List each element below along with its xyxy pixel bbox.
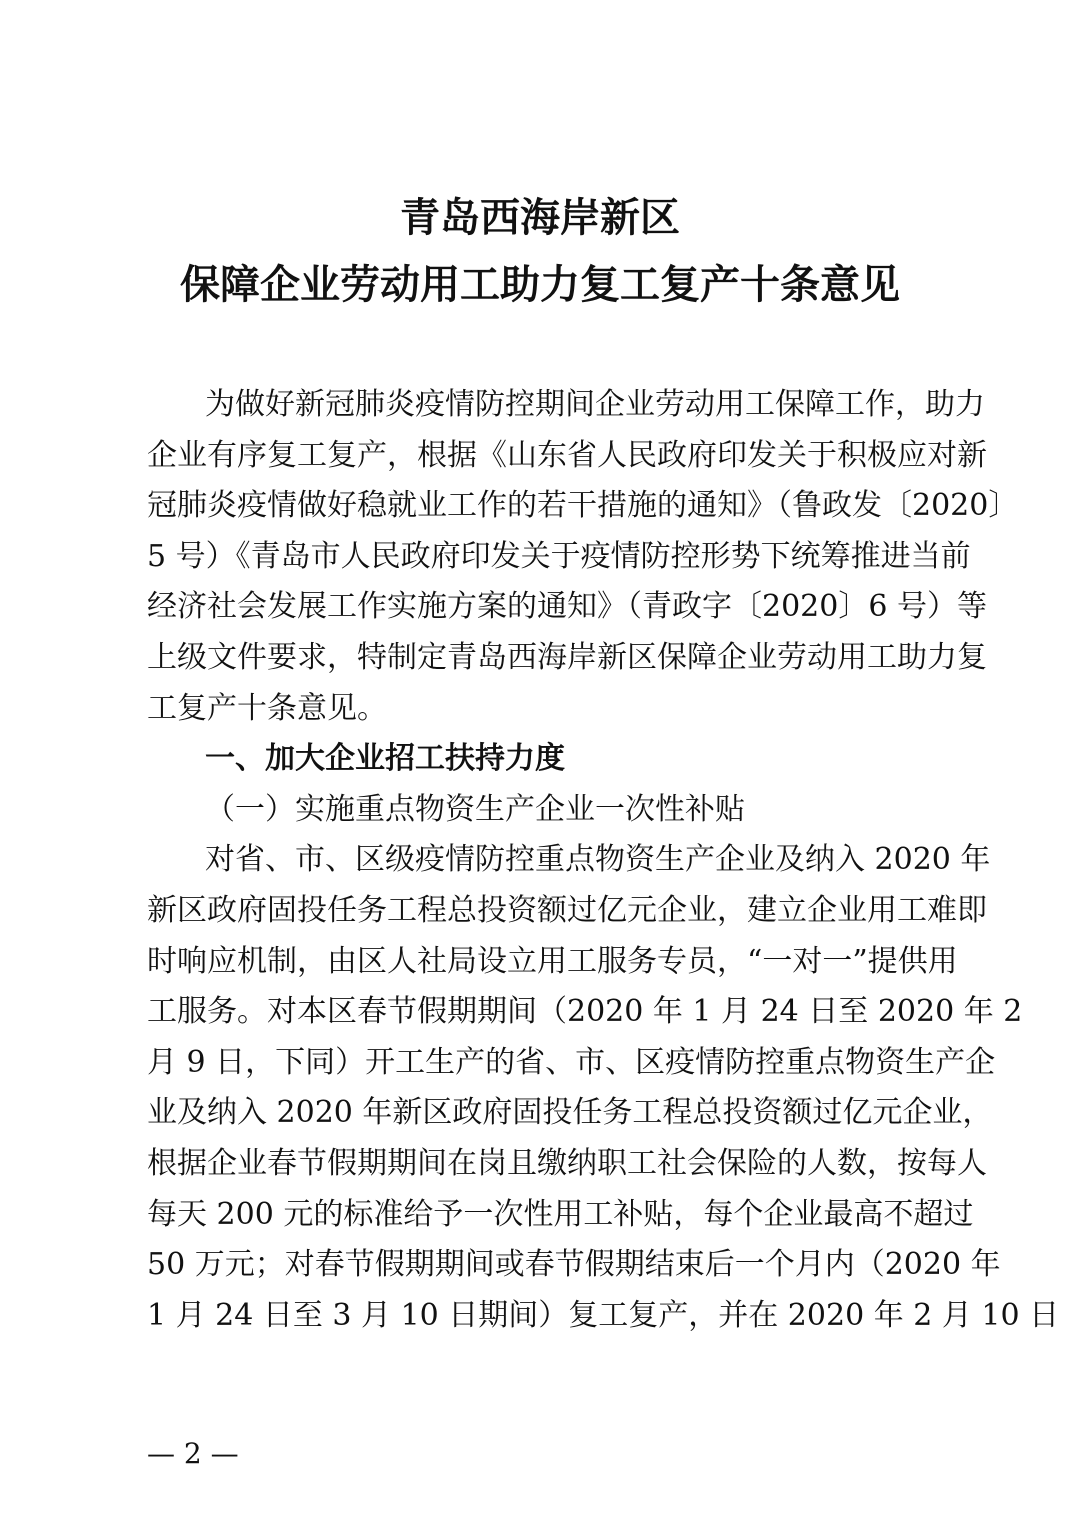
body-line: 上级文件要求，特制定青岛西海岸新区保障企业劳动用工助力复: [147, 639, 987, 675]
body-line: 50 万元；对春节假期期间或春节假期结束后一个月内（2020 年: [147, 1247, 1001, 1283]
body-line: 1 月 24 日至 3 月 10 日期间）复工复产，并在 2020 年 2 月 10 日: [147, 1297, 1060, 1333]
title-line-1: 青岛西海岸新区: [400, 194, 680, 241]
body-line: 业及纳入 2020 年新区政府固投任务工程总投资额过亿元企业，: [147, 1095, 993, 1131]
body-line: 根据企业春节假期期间在岗且缴纳职工社会保险的人数，按每人: [147, 1145, 987, 1181]
document-body: [147, 385, 1060, 1346]
body-line: 月 9 日，下同）开工生产的省、市、区疫情防控重点物资生产企: [147, 1044, 996, 1080]
body-line: 为做好新冠肺炎疫情防控期间企业劳动用工保障工作，助力: [205, 387, 985, 422]
body-line: 新区政府固投任务工程总投资额过亿元企业，建立企业用工难即: [147, 892, 987, 928]
body-line: 5 号）《青岛市人民政府印发关于疫情防控形势下统筹推进当前: [147, 538, 971, 574]
body-line: 时响应机制，由区人社局设立用工服务专员，“一对一”提供用: [147, 943, 958, 979]
section-heading: 一、加大企业招工扶持力度: [205, 741, 565, 777]
body-line: 工复产十条意见。: [147, 690, 387, 726]
body-line: 对省、市、区级疫情防控重点物资生产企业及纳入 2020 年: [205, 842, 991, 878]
title-line-2: 保障企业劳动用工助力复工复产十条意见: [180, 261, 900, 308]
page-number: — 2 —: [147, 1437, 239, 1470]
body-line: 经济社会发展工作实施方案的通知》（青政字〔2020〕6 号）等: [147, 589, 987, 625]
body-line: 每天 200 元的标准给予一次性用工补贴，每个企业最高不超过: [147, 1196, 974, 1232]
document-title: [0, 193, 1080, 327]
body-line: 工服务。对本区春节假期期间（2020 年 1 月 24 日至 2020 年 2: [147, 994, 1023, 1030]
subsection-heading: （一）实施重点物资生产企业一次性补贴: [205, 791, 745, 827]
body-line: 冠肺炎疫情做好稳就业工作的若干措施的通知》（鲁政发〔2020〕: [147, 488, 1019, 524]
body-line: 企业有序复工复产，根据《山东省人民政府印发关于积极应对新: [147, 437, 987, 473]
